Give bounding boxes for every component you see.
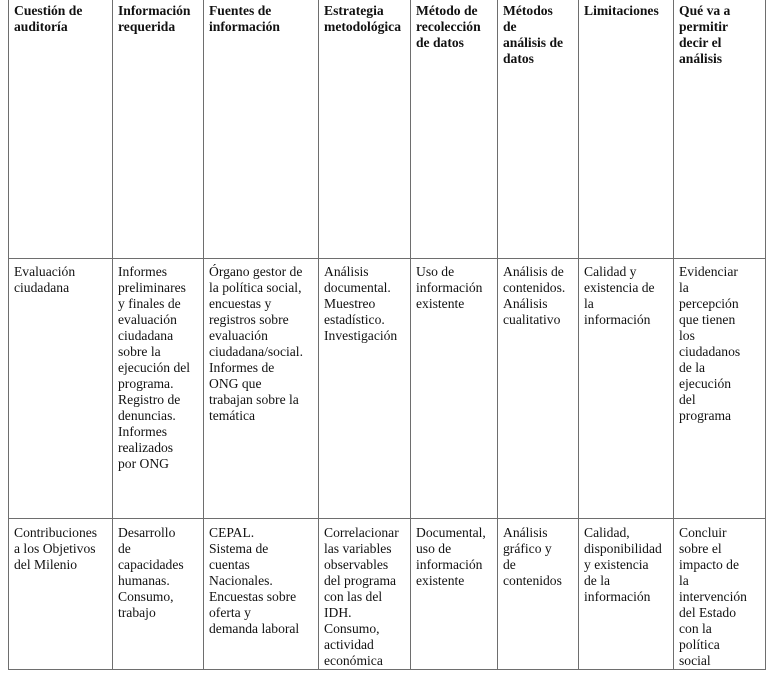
header-metodos-analisis [498, 0, 579, 259]
cell-text: Calidad y existencia de la información [584, 264, 655, 327]
cell-text: Análisis documental. Muestreo estadístico. Investigación [324, 264, 398, 343]
header-row [9, 0, 766, 259]
header-estrategia-metodologica [319, 0, 411, 259]
cell-text: Evidenciar la percepción que tienen los ciudadanos de la ejecución del programa [679, 264, 741, 423]
header-fuentes-informacion [204, 0, 319, 259]
header-metodo-recoleccion [411, 0, 498, 259]
table-cell [411, 519, 498, 670]
table-row [9, 259, 766, 519]
header-label: Cuestión de auditoría [14, 3, 83, 34]
cell-text: Documental, uso de información existente [416, 525, 486, 588]
cell-text: Análisis gráfico y de contenidos [503, 525, 562, 588]
header-label: Fuentes de información [209, 3, 280, 34]
header-label: Estrategia metodológica [324, 3, 402, 34]
table-cell [113, 519, 204, 670]
cell-text: Concluir sobre el impacto de la intervención del Estado con la política social [679, 525, 747, 668]
header-que-va-a-permitir [674, 0, 766, 259]
table-cell [498, 259, 579, 519]
cell-text: Uso de información existente [416, 264, 483, 311]
cell-text: Órgano gestor de la política social, encuestas y registros sobre evaluación ciudadana/social. Informes de ONG que trabajan sobre la temática [209, 264, 303, 423]
header-label: Limitaciones [584, 3, 659, 18]
cell-text: Calidad, disponibilidad y existencia de la información [584, 525, 662, 604]
cell-text: Análisis de contenidos. Análisis cualitativo [503, 264, 566, 327]
table-cell [674, 259, 766, 519]
header-label: Método de recolección de datos [416, 3, 481, 50]
header-cuestion-auditoria [9, 0, 113, 259]
audit-matrix-table [8, 0, 766, 670]
header-informacion-requerida [113, 0, 204, 259]
table-row [9, 519, 766, 670]
table-cell [579, 259, 674, 519]
header-limitaciones [579, 0, 674, 259]
cell-text: Desarrollo de capacidades humanas. Consumo, trabajo [118, 525, 184, 620]
table-cell [579, 519, 674, 670]
header-label: Información requerida [118, 3, 191, 34]
table-cell [319, 519, 411, 670]
cell-text: Evaluación ciudadana [14, 264, 76, 295]
header-label: Métodos de análisis de datos [503, 3, 564, 66]
table-cell [9, 519, 113, 670]
header-label: Qué va a permitir decir el análisis [679, 3, 731, 66]
table-cell [204, 259, 319, 519]
table-cell [674, 519, 766, 670]
cell-text: Contribuciones a los Objetivos del Milenio [14, 525, 98, 572]
cell-text: Correlacionar las variables observables del programa con las del IDH. Consumo, actividad económica [324, 525, 399, 668]
cell-text: Informes preliminares y finales de evaluación ciudadana sobre la ejecución del programa. Registro de denuncias. Informes realizados por ONG [118, 264, 191, 471]
table-cell [319, 259, 411, 519]
table-cell [411, 259, 498, 519]
table-cell [9, 259, 113, 519]
table-cell [498, 519, 579, 670]
cell-text: CEPAL. Sistema de cuentas Nacionales. Encuestas sobre oferta y demanda laboral [209, 525, 300, 636]
table-cell [113, 259, 204, 519]
table-cell [204, 519, 319, 670]
